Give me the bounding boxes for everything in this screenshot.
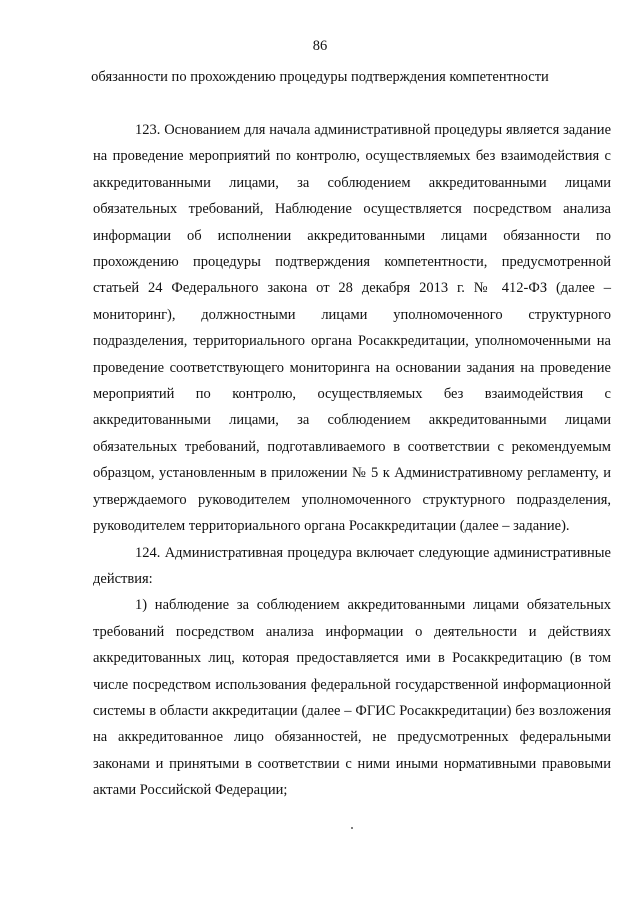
page-number: 86 bbox=[312, 38, 328, 54]
paragraph-124: 124. Административная процедура включает следующие административные действия: bbox=[93, 544, 611, 587]
document-body bbox=[93, 117, 611, 804]
heading-continuation: обязанности по прохождению процедуры подтверждения компетентности bbox=[91, 69, 549, 85]
scan-speck bbox=[351, 827, 353, 829]
paragraph-123: 123. Основанием для начала административной процедуры является задание на проведение мероприятий по контролю, осуществляемых без взаимодействия с аккредитованными лицами, за соблюдением аккредитованными лицами обязательных требований, Наблюдение осуществляется посредством анализа информации об исполнении аккредитованными лицами обязанности по прохождению процедуры подтверждения компетентности, предусмотренной статьей 24 Федерального закона от 28 декабря 2013 г. № 412-ФЗ (далее – мониторинг), должностными лицами уполномоченного структурного подразделения, территориального органа Росаккредитации, уполномоченными на проведение соответствующего мониторинга на основании задания на проведение мероприятий по контролю, осуществляемых без взаимодействия с аккредитованными лицами, за соблюдением аккредитованными лицами обязательных требований, подготавливаемого в соответствии с рекомендуемым образцом, установленным в приложении № 5 к Административному регламенту, и утверждаемого руководителем уполномоченного структурного подразделения, руководителем территориального органа Росаккредитации (далее – задание). bbox=[93, 122, 611, 535]
paragraph-124-item-1: 1) наблюдение за соблюдением аккредитованными лицами обязательных требований посредством анализа информации о деятельности и действиях аккредитованных лиц, которая предоставляется ими в Росаккредитацию (в том числе посредством использования федеральной государственной информационной системы в области аккредитации (далее – ФГИС Росаккредитации) без возложения на аккредитованное лицо обязанностей, не предусмотренных федеральными законами и принятыми в соответствии с ними иными нормативными правовыми актами Российской Федерации; bbox=[93, 597, 611, 799]
